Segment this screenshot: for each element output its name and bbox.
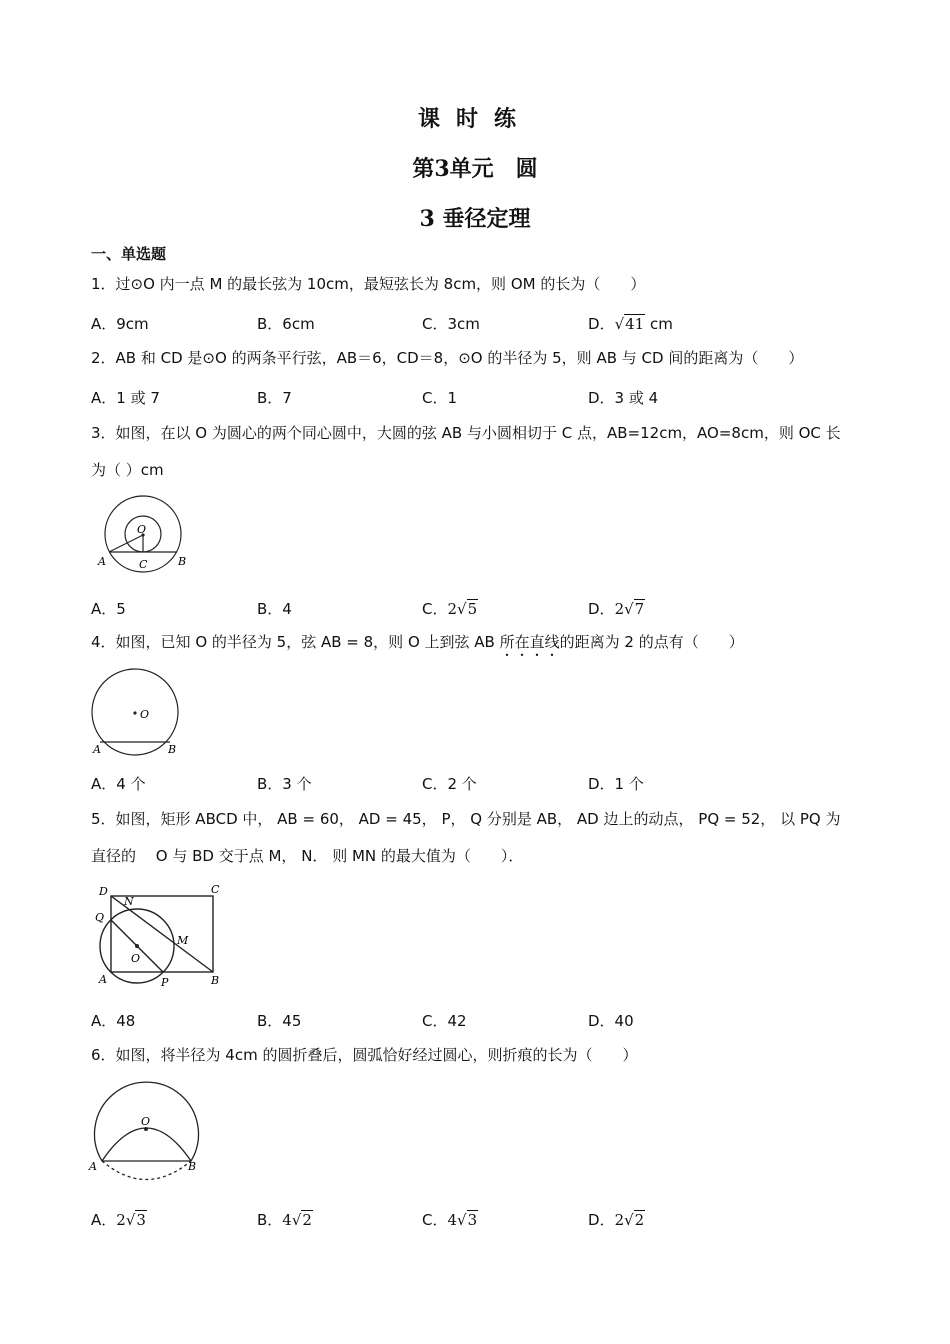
section-heading: 一、单选题 [91,245,167,263]
sqrt-sign: √ [624,600,634,618]
question-3-stem-line2: 为（ ）cm [91,461,164,479]
q5-option-a: A．48 [91,1012,136,1030]
q6-option-b-radicand: 2 [302,1211,312,1229]
q1-option-d-unit: cm [645,315,673,333]
q6-option-d [588,1209,645,1230]
lesson-title: 3 垂径定理 [419,206,531,232]
page-title: 课时练 [417,106,532,132]
question-5-stem-line1: 5．如图，矩形 ABCD 中， AB = 60， AD = 45， P， Q 分别是 AB， AD 边上的动点， PQ = 52， 以 PQ 为 [91,810,841,828]
q5-option-b: B．45 [257,1012,302,1030]
q6-figure [88,1080,208,1188]
q6-option-c [422,1209,478,1230]
question-2-stem: 2．AB 和 CD 是⊙O 的两条平行弦，AB＝6，CD＝8，⊙O 的半径为 5，则 AB 与 CD 间的距离为（ ） [91,349,804,367]
q3-option-d-radicand: 7 [634,600,645,618]
q5-label-q: Q [95,911,105,924]
q6-label-b: B [188,1160,197,1173]
q6-label-a: A [89,1160,97,1173]
q6-option-b-prefix: B． [257,1211,283,1229]
q4-center-dot [133,711,136,714]
q4-label-o: O [140,708,150,721]
q3-option-a: A．5 [91,600,126,618]
q6-option-b [257,1209,313,1230]
q5-label-c: C [211,883,220,896]
question-4-stem [91,624,890,661]
q5-label-o: O [131,952,141,965]
q3-figure [95,495,195,575]
q6-original-arc-dashed [102,1161,191,1180]
q1-option-c: C．3cm [422,315,480,333]
q6-option-d-coef: 2 [614,1211,625,1229]
q6-option-d-prefix: D． [588,1211,615,1229]
q4-figure [88,666,188,758]
q5-label-p: P [161,976,169,989]
q5-figure [91,880,231,992]
q3-option-c-coef: 2 [447,600,458,618]
q4-option-c: C．2 个 [422,775,477,793]
question-5-stem-line2: 直径的 O 与 BD 交于点 M， N． 则 MN 的最大值为（ ）． [91,847,524,865]
q4-stem-part-d: 的距离为 2 的点有（ ） [559,633,744,651]
q4-option-b: B．3 个 [257,775,312,793]
question-3-stem-line1: 3．如图，在以 O 为圆心的两个同心圆中，大圆的弦 AB 与小圆相切于 C 点，AB=12cm，AO=8cm，则 OC 长 [91,424,841,442]
sqrt-sign: √ [291,1211,302,1229]
question-3-options [91,598,811,624]
q5-label-d: D [99,885,108,898]
q3-option-d [588,598,645,619]
sqrt-sign: √ [457,1211,467,1229]
q6-option-a-coef: 2 [116,1211,126,1229]
q3-option-d-coef: 2 [614,600,625,618]
question-5-options [91,1010,811,1036]
q2-option-a: A．1 或 7 [91,389,160,407]
q6-option-a [91,1209,147,1230]
question-6-stem: 6．如图，将半径为 4cm 的圆折叠后，圆弧恰好经过圆心，则折痕的长为（ ） [91,1046,638,1064]
q4-stem-part-b: O 的半径为 5，弦 AB = 8，则 [195,633,408,651]
q4-option-a: A．4 个 [91,775,146,793]
q4-label-b: B [168,743,177,756]
q4-option-d: D．1 个 [588,775,644,793]
sqrt-sign: √ [624,1211,634,1229]
q3-segment-ao [109,535,143,552]
question-1-options [91,313,811,339]
q3-option-c-prefix: C． [422,600,448,618]
question-1-stem: 1．过⊙O 内一点 M 的最长弦为 10cm，最短弦长为 8cm，则 OM 的长为（ ） [91,275,646,293]
q2-option-c: C．1 [422,389,458,407]
q6-option-d-radicand: 2 [634,1211,645,1229]
q3-option-b: B．4 [257,600,292,618]
q1-option-d [588,313,673,334]
sqrt-sign: √ [614,315,625,333]
sqrt-sign: √ [125,1211,136,1229]
q3-label-c: C [139,558,148,571]
q6-option-c-prefix: C． [422,1211,448,1229]
q5-label-b: B [211,974,220,987]
q5-option-c: C．42 [422,1012,467,1030]
q6-option-c-radicand: 3 [467,1211,478,1229]
q3-option-c [422,598,478,619]
q6-option-a-prefix: A． [91,1211,117,1229]
q1-option-d-prefix: D． [588,315,615,333]
q6-label-o: O [141,1115,151,1128]
q6-folded-arc [102,1128,191,1161]
q5-center-dot [135,944,139,948]
q5-label-n: N [124,895,134,908]
q4-stem-emphasis: 所在直线 [499,633,560,651]
q2-option-d: D．3 或 4 [588,389,659,407]
q4-label-a: A [93,743,101,756]
sqrt-sign: √ [457,600,467,618]
q1-option-d-radicand: 41 [625,315,645,333]
q5-label-m: M [177,934,189,947]
q3-label-o: O [137,523,147,536]
q3-option-d-prefix: D． [588,600,615,618]
q5-label-a: A [99,973,107,986]
q1-option-b: B．6cm [257,315,315,333]
q1-option-a: A．9cm [91,315,149,333]
q3-label-b: B [178,555,187,568]
question-6-options [91,1209,811,1235]
q4-stem-part-c: O 上到弦 AB [407,633,500,651]
q2-option-b: B．7 [257,389,292,407]
q6-option-b-coef: 4 [282,1211,292,1229]
question-4-options [91,773,811,799]
q6-option-c-coef: 4 [447,1211,458,1229]
q5-option-d: D．40 [588,1012,634,1030]
q6-option-a-radicand: 3 [136,1211,146,1229]
unit-title: 第3单元 圆 [412,156,538,182]
q3-option-c-radicand: 5 [467,600,478,618]
q3-label-a: A [98,555,106,568]
question-2-options [91,387,811,413]
q4-stem-part-a: 4．如图，已知 [91,633,196,651]
